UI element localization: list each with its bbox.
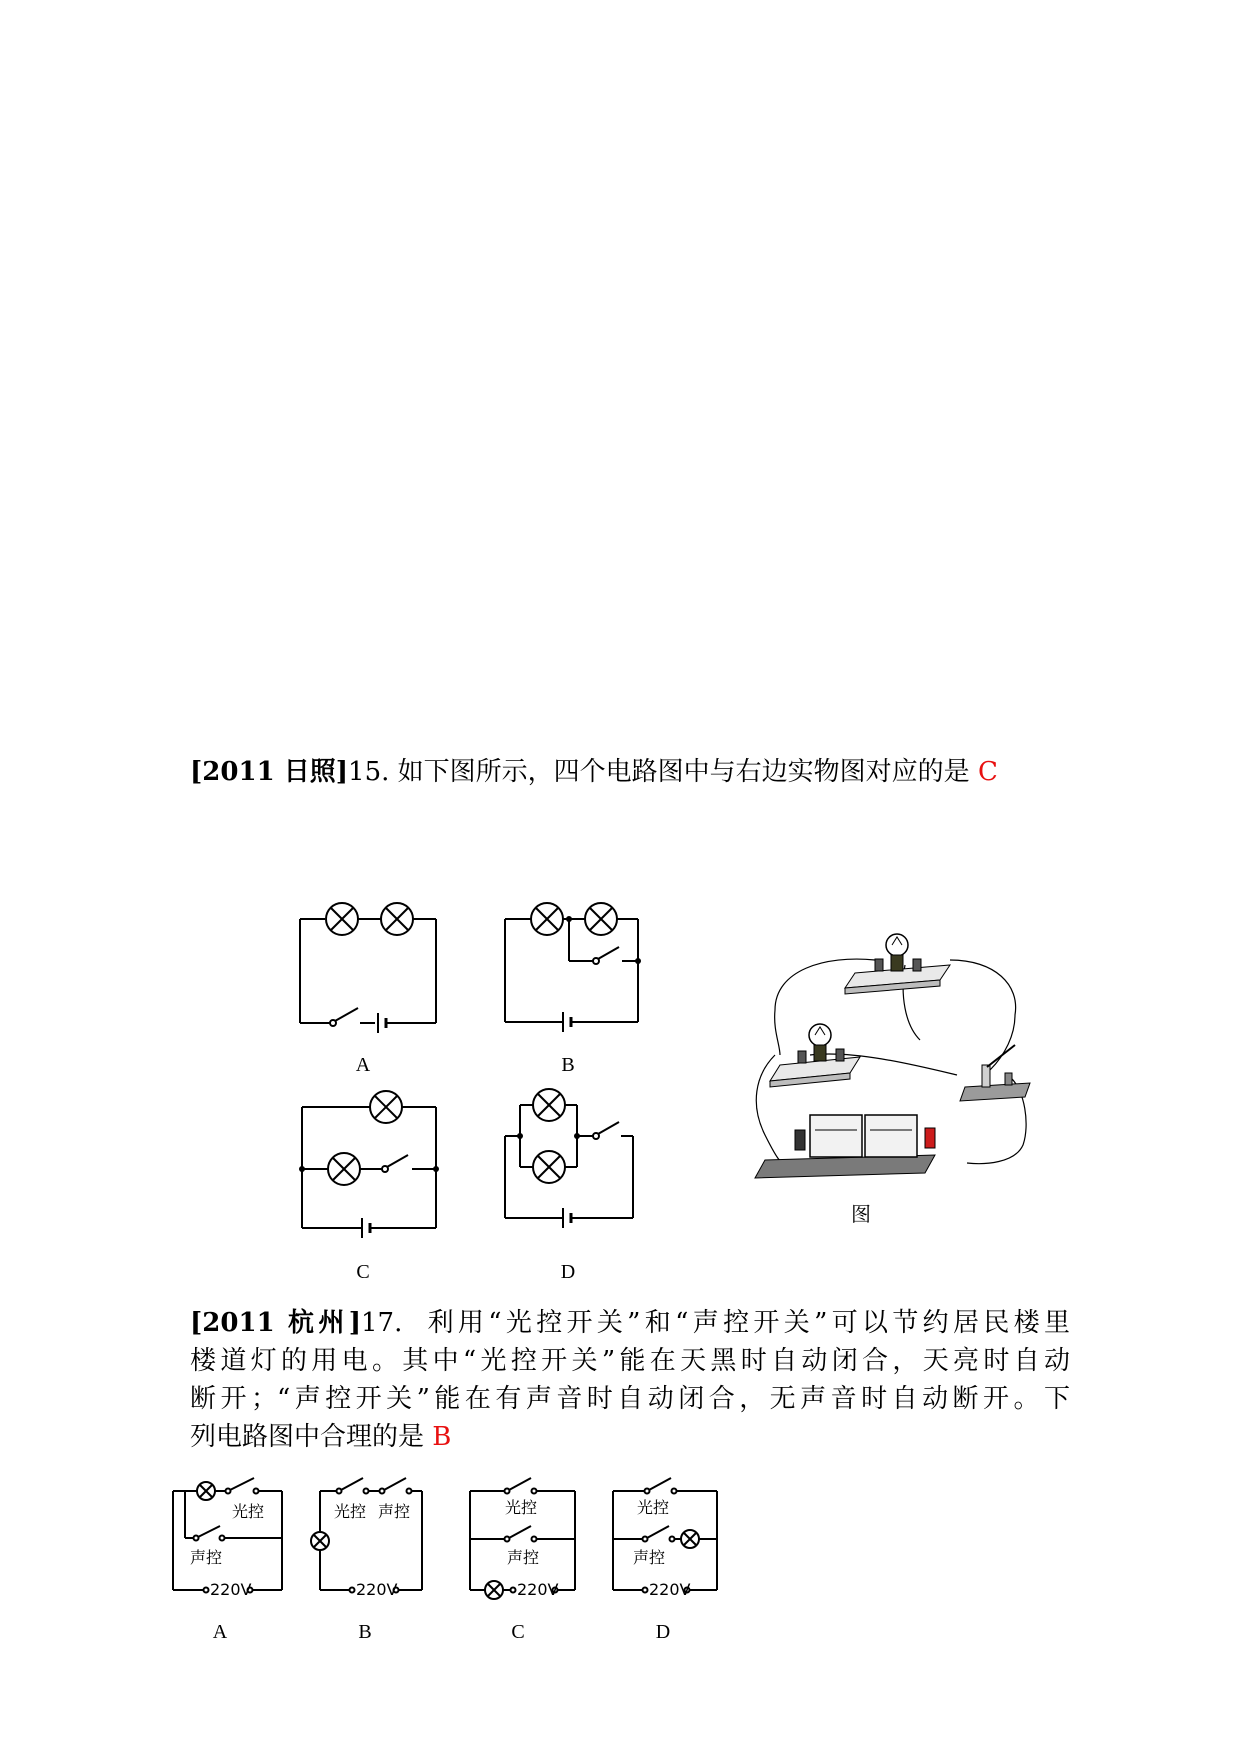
svg-text:220V: 220V	[517, 1580, 559, 1599]
q15-question	[190, 753, 1090, 791]
q17-label-d: D	[655, 1621, 671, 1643]
svg-text:220V: 220V	[649, 1580, 691, 1599]
svg-text:声控: 声控	[190, 1548, 223, 1567]
q15-label-a: A	[355, 1054, 371, 1076]
q17-source: [2011 杭州]	[190, 1308, 362, 1338]
svg-text:声控: 声控	[378, 1502, 411, 1521]
q17-line-2: 楼道灯的用电。其中“光控开关”能在天黑时自动闭合，天亮时自动	[190, 1346, 1070, 1376]
svg-text:声控: 声控	[507, 1548, 540, 1567]
q15-circuit-c	[290, 1085, 450, 1283]
q17-line-1: [2011 杭州]17. 利用“光控开关”和“声控开关”可以节约居民楼里	[190, 1308, 1071, 1338]
q17-question	[190, 1304, 1070, 1456]
q17-label-b: B	[358, 1621, 372, 1643]
svg-text:光控: 光控	[637, 1498, 670, 1517]
q17-circuit-d	[605, 1475, 730, 1645]
q15-question-text: 如下图所示，四个电路图中与右边实物图对应的是	[397, 757, 970, 787]
q17-line-4: 列电路图中合理的是 B	[190, 1422, 452, 1452]
q15-number: 15.	[348, 757, 390, 787]
q17-circuit-c	[465, 1475, 590, 1645]
q15-answer: C	[977, 757, 998, 787]
q15-circuit-a	[290, 895, 450, 1075]
svg-text:光控: 光控	[232, 1502, 265, 1521]
q17-circuit-a	[170, 1475, 295, 1645]
svg-text:光控: 光控	[505, 1498, 538, 1517]
q15-source: [2011 日照]	[190, 757, 349, 787]
q15-label-b: B	[561, 1054, 575, 1076]
q15-label-d: D	[560, 1261, 576, 1283]
svg-text:220V: 220V	[210, 1580, 252, 1599]
q15-label-c: C	[356, 1261, 370, 1283]
q15-circuit-d	[495, 1080, 655, 1283]
q17-circuit-b	[310, 1475, 435, 1645]
svg-text:220V: 220V	[356, 1580, 398, 1599]
q15-photo-caption: 图	[851, 1204, 871, 1226]
q15-physical-circuit-image	[735, 915, 1045, 1235]
q17-label-a: A	[212, 1621, 228, 1643]
q17-line-3: 断开；“声控开关”能在有声音时自动闭合，无声音时自动断开。下	[190, 1384, 1070, 1414]
q15-circuit-b	[495, 895, 655, 1075]
q17-answer: B	[432, 1422, 452, 1452]
svg-text:光控: 光控	[334, 1502, 367, 1521]
q17-number: 17.	[361, 1308, 403, 1338]
svg-text:声控: 声控	[633, 1548, 666, 1567]
q17-label-c: C	[511, 1621, 525, 1643]
